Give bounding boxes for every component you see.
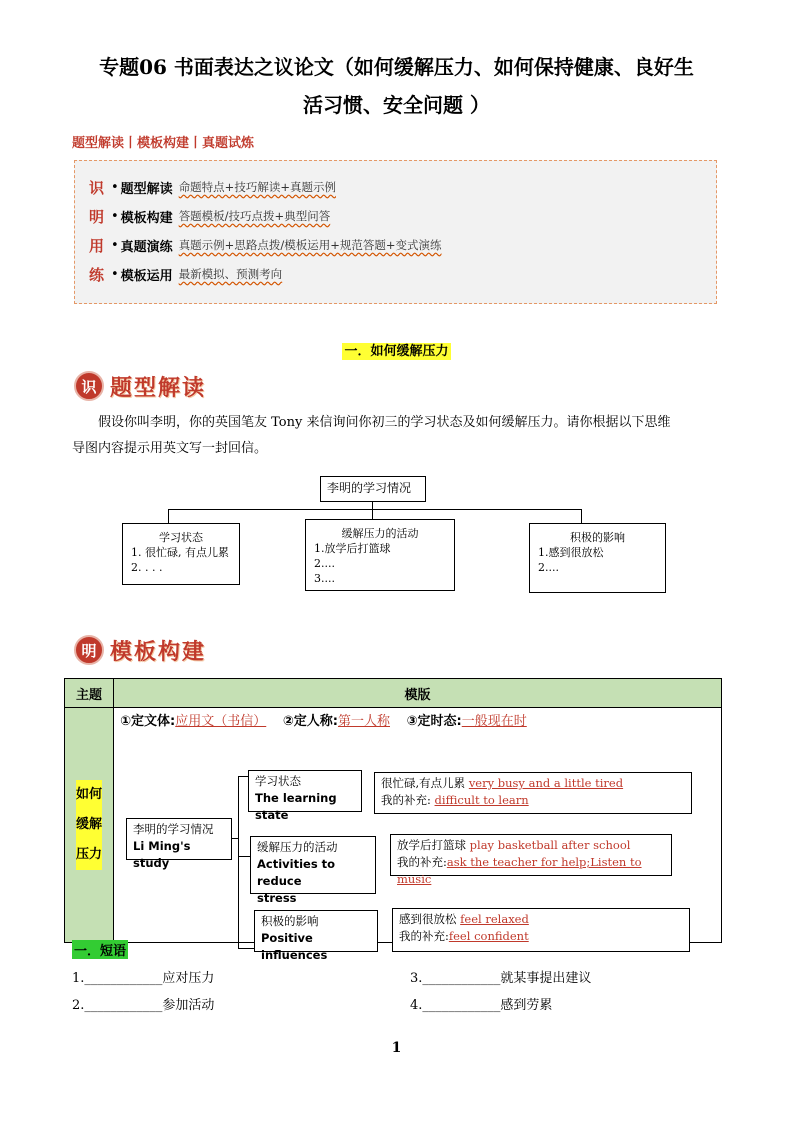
rule-value: 应用文（书信） [175,714,267,729]
rule-value: 一般现在时 [461,714,527,729]
overview-row [89,262,282,286]
branch-item: 2.... [314,557,335,570]
detail-cn: 感到很放松 [399,912,457,926]
topic-line: 如何 [76,780,102,810]
root-cn: 李明的学习情况 [133,822,214,836]
overview-label: 题型解读 [120,181,173,197]
overview-char: 用 [89,236,105,255]
overview-label: 真题演练 [120,239,173,255]
detail-add-value: feel confident [448,929,529,943]
detail-en: feel relaxed [460,912,529,926]
phrase-text: 参加活动 [162,998,215,1013]
overview-char: 识 [89,178,105,197]
detail-add-label: 我的补充: [381,793,431,807]
phrase-num: 1. [72,971,85,986]
prompt-line1: 假设你叫李明，你的英国笔友 Tony 来信询问你初三的学习状态及如何缓解压力。请你根据以下思维 [98,415,671,430]
section-heading-text: 一．如何缓解压力 [344,344,449,359]
connector-line [238,856,250,857]
branch-item: 1.感到很放松 [538,546,604,559]
topic-line: 压力 [76,840,102,870]
banner-title: 模板构建 [110,638,207,665]
phrase-num: 3. [410,971,423,986]
topic-line: 缓解 [76,810,102,840]
phrase-item [72,994,214,1013]
bullet-icon: • [111,179,119,195]
bullet-icon: • [111,208,119,224]
overview-char: 练 [89,265,105,284]
relief-detail-box [390,834,672,886]
branch-item: 1. 很忙碌, 有点儿累 [131,546,229,559]
detail-add-value: difficult to learn [434,793,529,807]
branch-title: 学习状态 [159,531,203,544]
branch-item: 1.放学后打篮球 [314,542,391,555]
template-positive-box [254,910,378,962]
detail-add-label: 我的补充: [397,855,447,869]
overview-label: 模板构建 [120,210,173,226]
connector-line [168,509,581,510]
connector-line [238,948,254,949]
branch-title: 缓解压力的活动 [341,527,419,540]
positive-detail-box [392,908,690,952]
positive-cn: 积极的影响 [261,914,319,928]
document-title-line1: 专题06 书面表达之议论文（如何缓解压力、如何保持健康、良好生 [99,55,694,79]
positive-en: Positive influences [261,931,328,962]
connector-line [238,776,248,777]
state-en: The learning state [255,791,337,822]
detail-cn: 很忙碌,有点儿累 [381,776,466,790]
banner-badge-icon: 识 [74,371,104,401]
branch-title: 积极的影响 [570,531,625,544]
section-heading [0,340,793,359]
rule-label: ①定文体: [120,714,176,729]
branch-item: 3.... [314,572,335,585]
state-detail-box [374,772,692,814]
phrase-text: 应对压力 [162,971,215,986]
phrase-text: 感到劳累 [500,998,553,1013]
page-number: 1 [391,1040,402,1056]
relief-en-line2: stress [257,891,297,905]
overview-desc: 命题特点+技巧解读+真题示例 [178,180,336,194]
document-title-line2: 活习惯、安全问题 ） [303,93,490,117]
prompt-line2: 导图内容提示用英文写一封回信。 [72,441,268,456]
connector-line [238,776,239,948]
mindmap-branch-relief [305,519,455,591]
state-cn: 学习状态 [255,774,301,788]
template-rules [120,710,527,729]
banner-template-building [74,634,206,666]
banner-badge-icon: 明 [74,635,104,665]
template-relief-box [250,836,376,905]
detail-cn: 放学后打篮球 [397,838,466,852]
detail-en: play basketball after school [469,838,631,852]
phrase-blank: ____________ [84,971,163,986]
detail-en: very busy and a little tired [468,776,624,790]
table-header-topic: 主题 [65,679,114,708]
overview-row [89,175,336,199]
topic-cell [65,708,114,943]
phrases-heading: 一．短语 [72,940,128,959]
overview-char: 明 [89,207,105,226]
detail-add-value: ask the teacher for help;Listen to music [397,855,642,886]
rule-value: 第一人称 [337,714,390,729]
phrase-text: 就某事提出建议 [500,971,592,986]
phrase-num: 4. [410,998,423,1013]
overview-box [74,160,717,304]
mindmap-branch-positive [529,523,666,593]
overview-row [89,204,330,228]
template-state-box [248,770,362,822]
phrase-item [410,967,591,986]
phrase-num: 2. [72,998,85,1013]
template-root-box [126,818,232,870]
branch-item: 2.... [538,561,559,574]
banner-title: 题型解读 [110,374,207,401]
connector-line [168,509,169,523]
mindmap-branch-state [122,523,240,585]
root-en: Li Ming's study [133,839,191,870]
relief-cn: 缓解压力的活动 [257,840,338,854]
overview-row [89,233,441,257]
overview-desc: 真题示例+思路点拨/模板运用+规范答题+变式演练 [178,238,442,252]
phrase-blank: ____________ [422,971,501,986]
rule-label: ②定人称: [282,714,338,729]
relief-en-line1: Activities to reduce [257,857,336,888]
phrase-blank: ____________ [422,998,501,1013]
bullet-icon: • [111,266,119,282]
table-header-template: 模版 [114,679,722,708]
overview-desc: 最新模拟、预测考向 [178,267,283,281]
mindmap-root: 李明的学习情况 [320,476,426,502]
branch-item: 2. . . . [131,561,163,574]
detail-add-label: 我的补充: [399,929,449,943]
connector-line [581,509,582,523]
section-nav-links: 题型解读丨模板构建丨真题试炼 [72,136,255,151]
overview-label: 模板运用 [120,268,173,284]
connector-line [372,509,373,519]
phrase-item [72,967,214,986]
phrase-blank: ____________ [84,998,163,1013]
bullet-icon: • [111,237,119,253]
banner-question-analysis [74,370,206,402]
overview-desc: 答题模板/技巧点拨+典型问答 [178,209,331,223]
phrase-item [410,994,552,1013]
rule-label: ③定时态: [406,714,462,729]
template-cell [114,708,722,962]
